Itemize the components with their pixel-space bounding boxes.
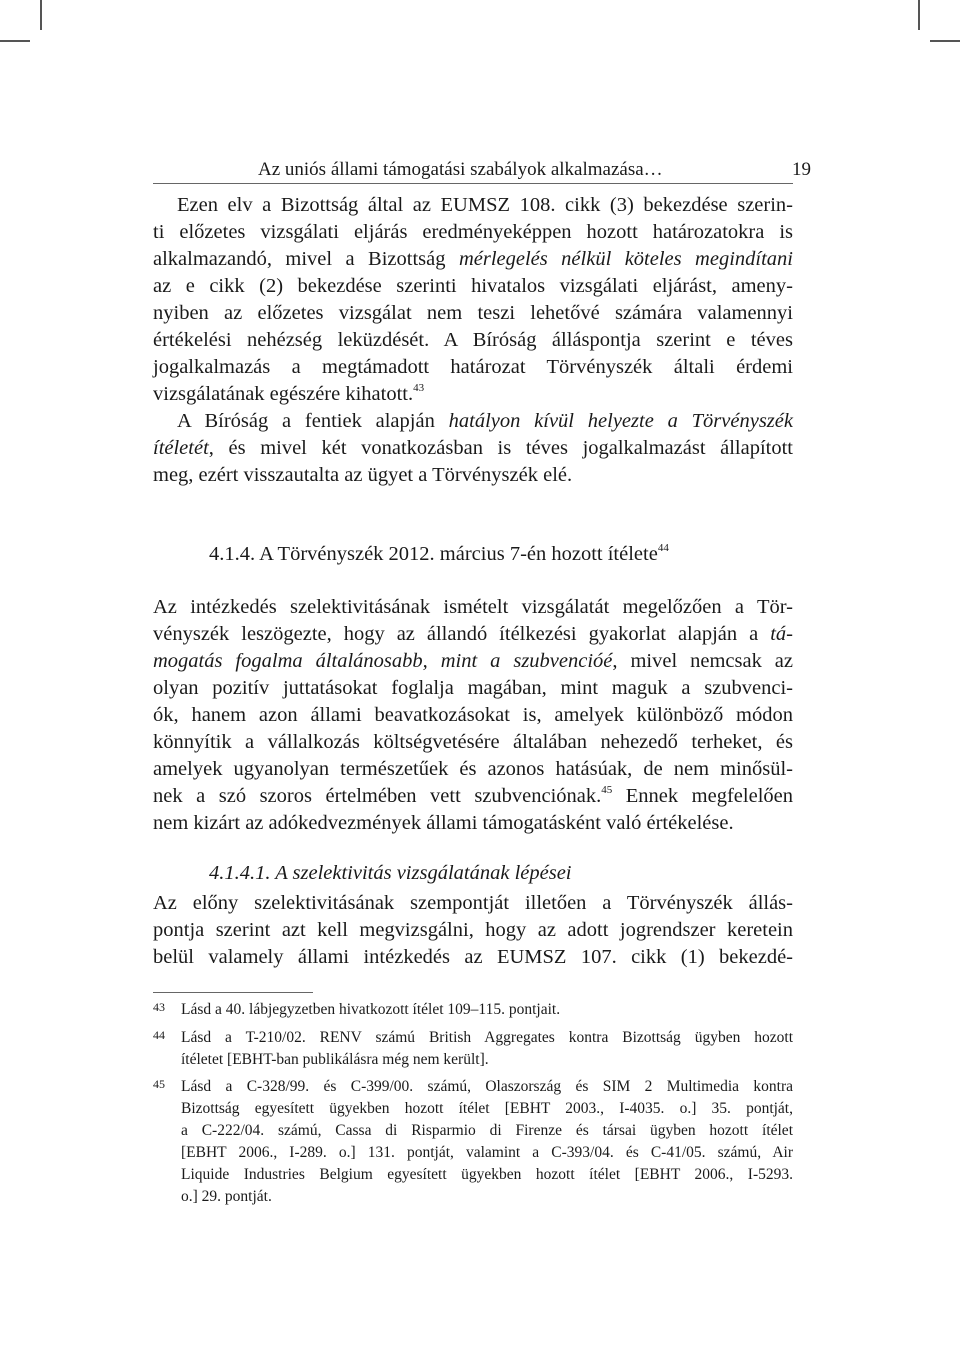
footnote-line: Lásd a 40. lábjegyzetben hivatkozott ítélet 109–115. pontjait. [181, 1001, 561, 1018]
paragraph-line [153, 381, 793, 408]
footnote-line: Liquide Industries Belgium egyesített ügyekben hozott ítélet [EBHT 2006., I-5293. [181, 1166, 793, 1183]
footnote-ref-43[interactable]: 43 [413, 382, 425, 394]
paragraph-line: nyiben az előzetes vizsgálat nem teszi lehetővé számára valamennyi [153, 302, 793, 324]
paragraph-line [153, 408, 793, 435]
footnote-number: 43 [153, 1000, 165, 1014]
paragraph-line: pontja szerint azt kell megvizsgálni, hogy az adott jogrendszer keretein [153, 919, 793, 941]
paragraph-4 [153, 890, 793, 971]
text-run: vizsgálatának egészére kihatott. [153, 383, 414, 405]
footnote-text [181, 1027, 793, 1071]
footnote-line: Lásd a T-210/02. RENV számú British Aggregates kontra Bizottság ügyben hozott [181, 1029, 793, 1046]
paragraph-line: könnyítik a vállalkozás költségvetésére általában nehezedő terheket, és [153, 731, 793, 753]
paragraph-line: Az előny szelektivitásának szempontját illetően a Törvényszék állás- [153, 892, 793, 914]
footnote-number: 44 [153, 1028, 165, 1042]
paragraph-1 [153, 192, 793, 408]
crop-mark-top-left-vertical [40, 0, 42, 30]
emphasis-text: tá- [770, 623, 793, 645]
footnote-line: ítéletet [EBHT-ban publikálásra még nem került]. [181, 1051, 489, 1068]
text-run: alkalmazandó, mivel a Bizottság [153, 248, 459, 270]
paragraph-line: Ezen elv a Bizottság által az EUMSZ 108. cikk (3) bekezdése szerin- [177, 194, 793, 216]
paragraph-line: jogalkalmazás a megtámadott határozat Törvényszék általi érdemi [153, 356, 793, 378]
footnote-separator [153, 992, 313, 993]
text-run: vényszék leszögezte, hogy az állandó ítélkezési gyakorlat alapján a [153, 623, 771, 645]
crop-mark-top-right-horizontal [930, 40, 960, 42]
footnote-ref-45[interactable]: 45 [601, 784, 613, 796]
emphasis-text: hatályon kívül helyezte a Törvényszék [448, 410, 793, 432]
paragraph-2 [153, 408, 793, 489]
footnote-line: o.] 29. pontját. [181, 1188, 272, 1205]
footnote-ref-44[interactable]: 44 [657, 542, 669, 554]
emphasis-text: ítéletét [153, 437, 209, 459]
emphasis-text: mérlegelés nélkül köteles megindítani [458, 248, 793, 270]
text-run: Ennek megfelelően [612, 785, 793, 807]
paragraph-line: meg, ezért visszautalta az ügyet a Törvényszék elé. [153, 464, 573, 486]
text-run: A Bíróság a fentiek alapján [177, 410, 449, 432]
footnote-line: a C-222/04. számú, Cassa di Risparmio di Firenze és társai ügyben hozott ítélet [181, 1122, 793, 1139]
paragraph-line [153, 621, 793, 648]
section-heading-4-1-4-1: 4.1.4.1. A szelektivitás vizsgálatának lépései [209, 862, 572, 884]
paragraph-line: amelyek ugyanolyan természetűek és azonos hatásúak, de nem minősül- [153, 758, 793, 780]
text-run: , és mivel két vonatkozásban is téves jogalkalmazást állapított [208, 437, 793, 459]
page-number: 19 [792, 159, 811, 180]
paragraph-line: ók, hanem azon állami beavatkozásokat is, amelyek különböző módon [153, 704, 793, 726]
crop-mark-top-right-vertical [918, 0, 920, 30]
paragraph-line: nem kizárt az adókedvezmények állami támogatásként való értékelése. [153, 812, 734, 834]
paragraph-line: belül valamely állami intézkedés az EUMSZ 107. cikk (1) bekezdé- [153, 946, 793, 968]
running-title: Az uniós állami támogatási szabályok alkalmazása… [258, 159, 663, 180]
paragraph-line: olyan pozitív juttatásokat foglalja magában, mint maguk a szubvenci- [153, 677, 793, 699]
emphasis-text: mogatás fogalma általánosabb, mint a szubvencióé [153, 650, 613, 672]
paragraph-line: értékelési nehézség leküzdését. A Bíróság álláspontja szerint e téves [153, 329, 793, 351]
paragraph-line [153, 648, 793, 675]
heading-text: 4.1.4. A Törvényszék 2012. március 7-én hozott ítélete [209, 543, 658, 565]
footnote-text [181, 999, 793, 1021]
footnote-text [181, 1076, 793, 1208]
paragraph-3 [153, 594, 793, 837]
text-run: nek a szó szoros értelmében vett szubvenciónak. [153, 785, 602, 807]
paragraph-line: az e cikk (2) bekezdése szerinti hivatalos vizsgálati eljárást, ameny- [153, 275, 793, 297]
footnote-line: [EBHT 2006., I-289. o.] 131. pontját, valamint a C-393/04. és C-41/05. számú, Air [181, 1144, 793, 1161]
text-run: , mivel nemcsak az [612, 650, 793, 672]
paragraph-line [153, 435, 793, 462]
paragraph-line [153, 783, 793, 810]
running-header [153, 155, 811, 184]
footnote-line: Bizottság egyesített ügyekben hozott ítélet [EBHT 2003., I-4035. o.] 35. pontját, [181, 1100, 793, 1117]
footnote-number: 45 [153, 1077, 165, 1091]
paragraph-line [153, 246, 793, 273]
footnote-line: Lásd a C-328/99. és C-399/00. számú, Olaszország és SIM 2 Multimedia kontra [181, 1078, 793, 1095]
paragraph-line: Az intézkedés szelektivitásának ismételt vizsgálatát megelőzően a Tör- [153, 596, 793, 618]
section-heading-4-1-4 [209, 543, 669, 566]
paragraph-line: ti előzetes vizsgálati eljárás eredményeképpen hozott határozatokra is [153, 221, 793, 243]
crop-mark-top-left-horizontal [0, 40, 30, 42]
